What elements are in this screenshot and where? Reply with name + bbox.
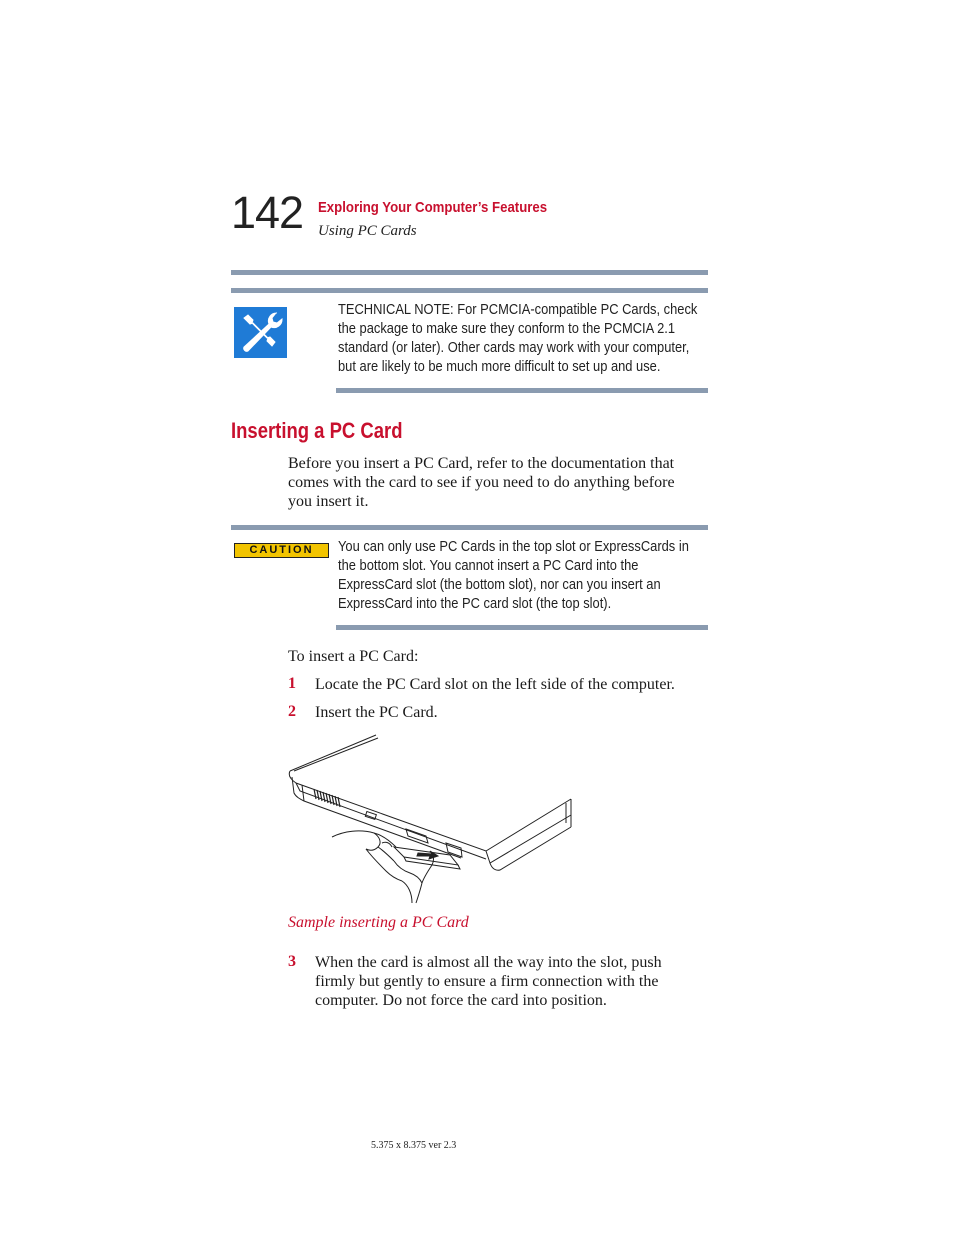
page-number: 142	[231, 187, 304, 238]
page-footer: 5.375 x 8.375 ver 2.3	[371, 1140, 457, 1151]
step-number: 2	[288, 703, 296, 720]
section-heading: Inserting a PC Card	[231, 418, 403, 443]
caution-line: the bottom slot. You cannot insert a PC Card into the	[338, 557, 639, 574]
note-top-rule	[231, 288, 708, 293]
step-line: When the card is almost all the way into the slot, push	[315, 954, 662, 971]
step-text: Insert the PC Card.	[315, 704, 438, 721]
step-line: firmly but gently to ensure a firm connection with the	[315, 973, 659, 990]
step-text	[315, 953, 662, 1010]
step-number: 3	[288, 953, 296, 970]
note-line: but are likely to be much more difficult to set up and use.	[338, 358, 661, 375]
caution-badge: CAUTION	[234, 543, 329, 558]
intro-line: comes with the card to see if you need to do anything before	[288, 474, 675, 491]
section-subtitle: Using PC Cards	[318, 223, 417, 239]
step-number: 1	[288, 675, 296, 692]
step-line: computer. Do not force the card into position.	[315, 992, 607, 1009]
intro-paragraph	[288, 454, 675, 511]
technical-note	[338, 300, 708, 376]
procedure-intro: To insert a PC Card:	[288, 648, 419, 665]
note-line: TECHNICAL NOTE: For PCMCIA-compatible PC Cards, check	[338, 301, 698, 318]
chapter-title: Exploring Your Computer’s Features	[318, 199, 548, 216]
note-bottom-rule	[336, 388, 708, 393]
note-line: the package to make sure they conform to the PCMCIA 2.1	[338, 320, 676, 337]
step-text: Locate the PC Card slot on the left side of the computer.	[315, 676, 675, 693]
figure-caption: Sample inserting a PC Card	[288, 914, 469, 931]
caution-line: ExpressCard slot (the bottom slot), nor can you insert an	[338, 576, 661, 593]
pc-card-insertion-illustration	[286, 733, 574, 905]
caution-text	[338, 537, 708, 613]
wrench-icon	[234, 307, 287, 358]
intro-line: you insert it.	[288, 493, 369, 510]
caution-line: ExpressCard into the PC card slot (the top slot).	[338, 595, 612, 612]
note-line: standard (or later). Other cards may work with your computer,	[338, 339, 690, 356]
header-rule	[231, 270, 708, 275]
caution-bottom-rule	[336, 625, 708, 630]
caution-line: You can only use PC Cards in the top slot or ExpressCards in	[338, 538, 689, 555]
intro-line: Before you insert a PC Card, refer to the documentation that	[288, 455, 675, 472]
caution-top-rule	[231, 525, 708, 530]
